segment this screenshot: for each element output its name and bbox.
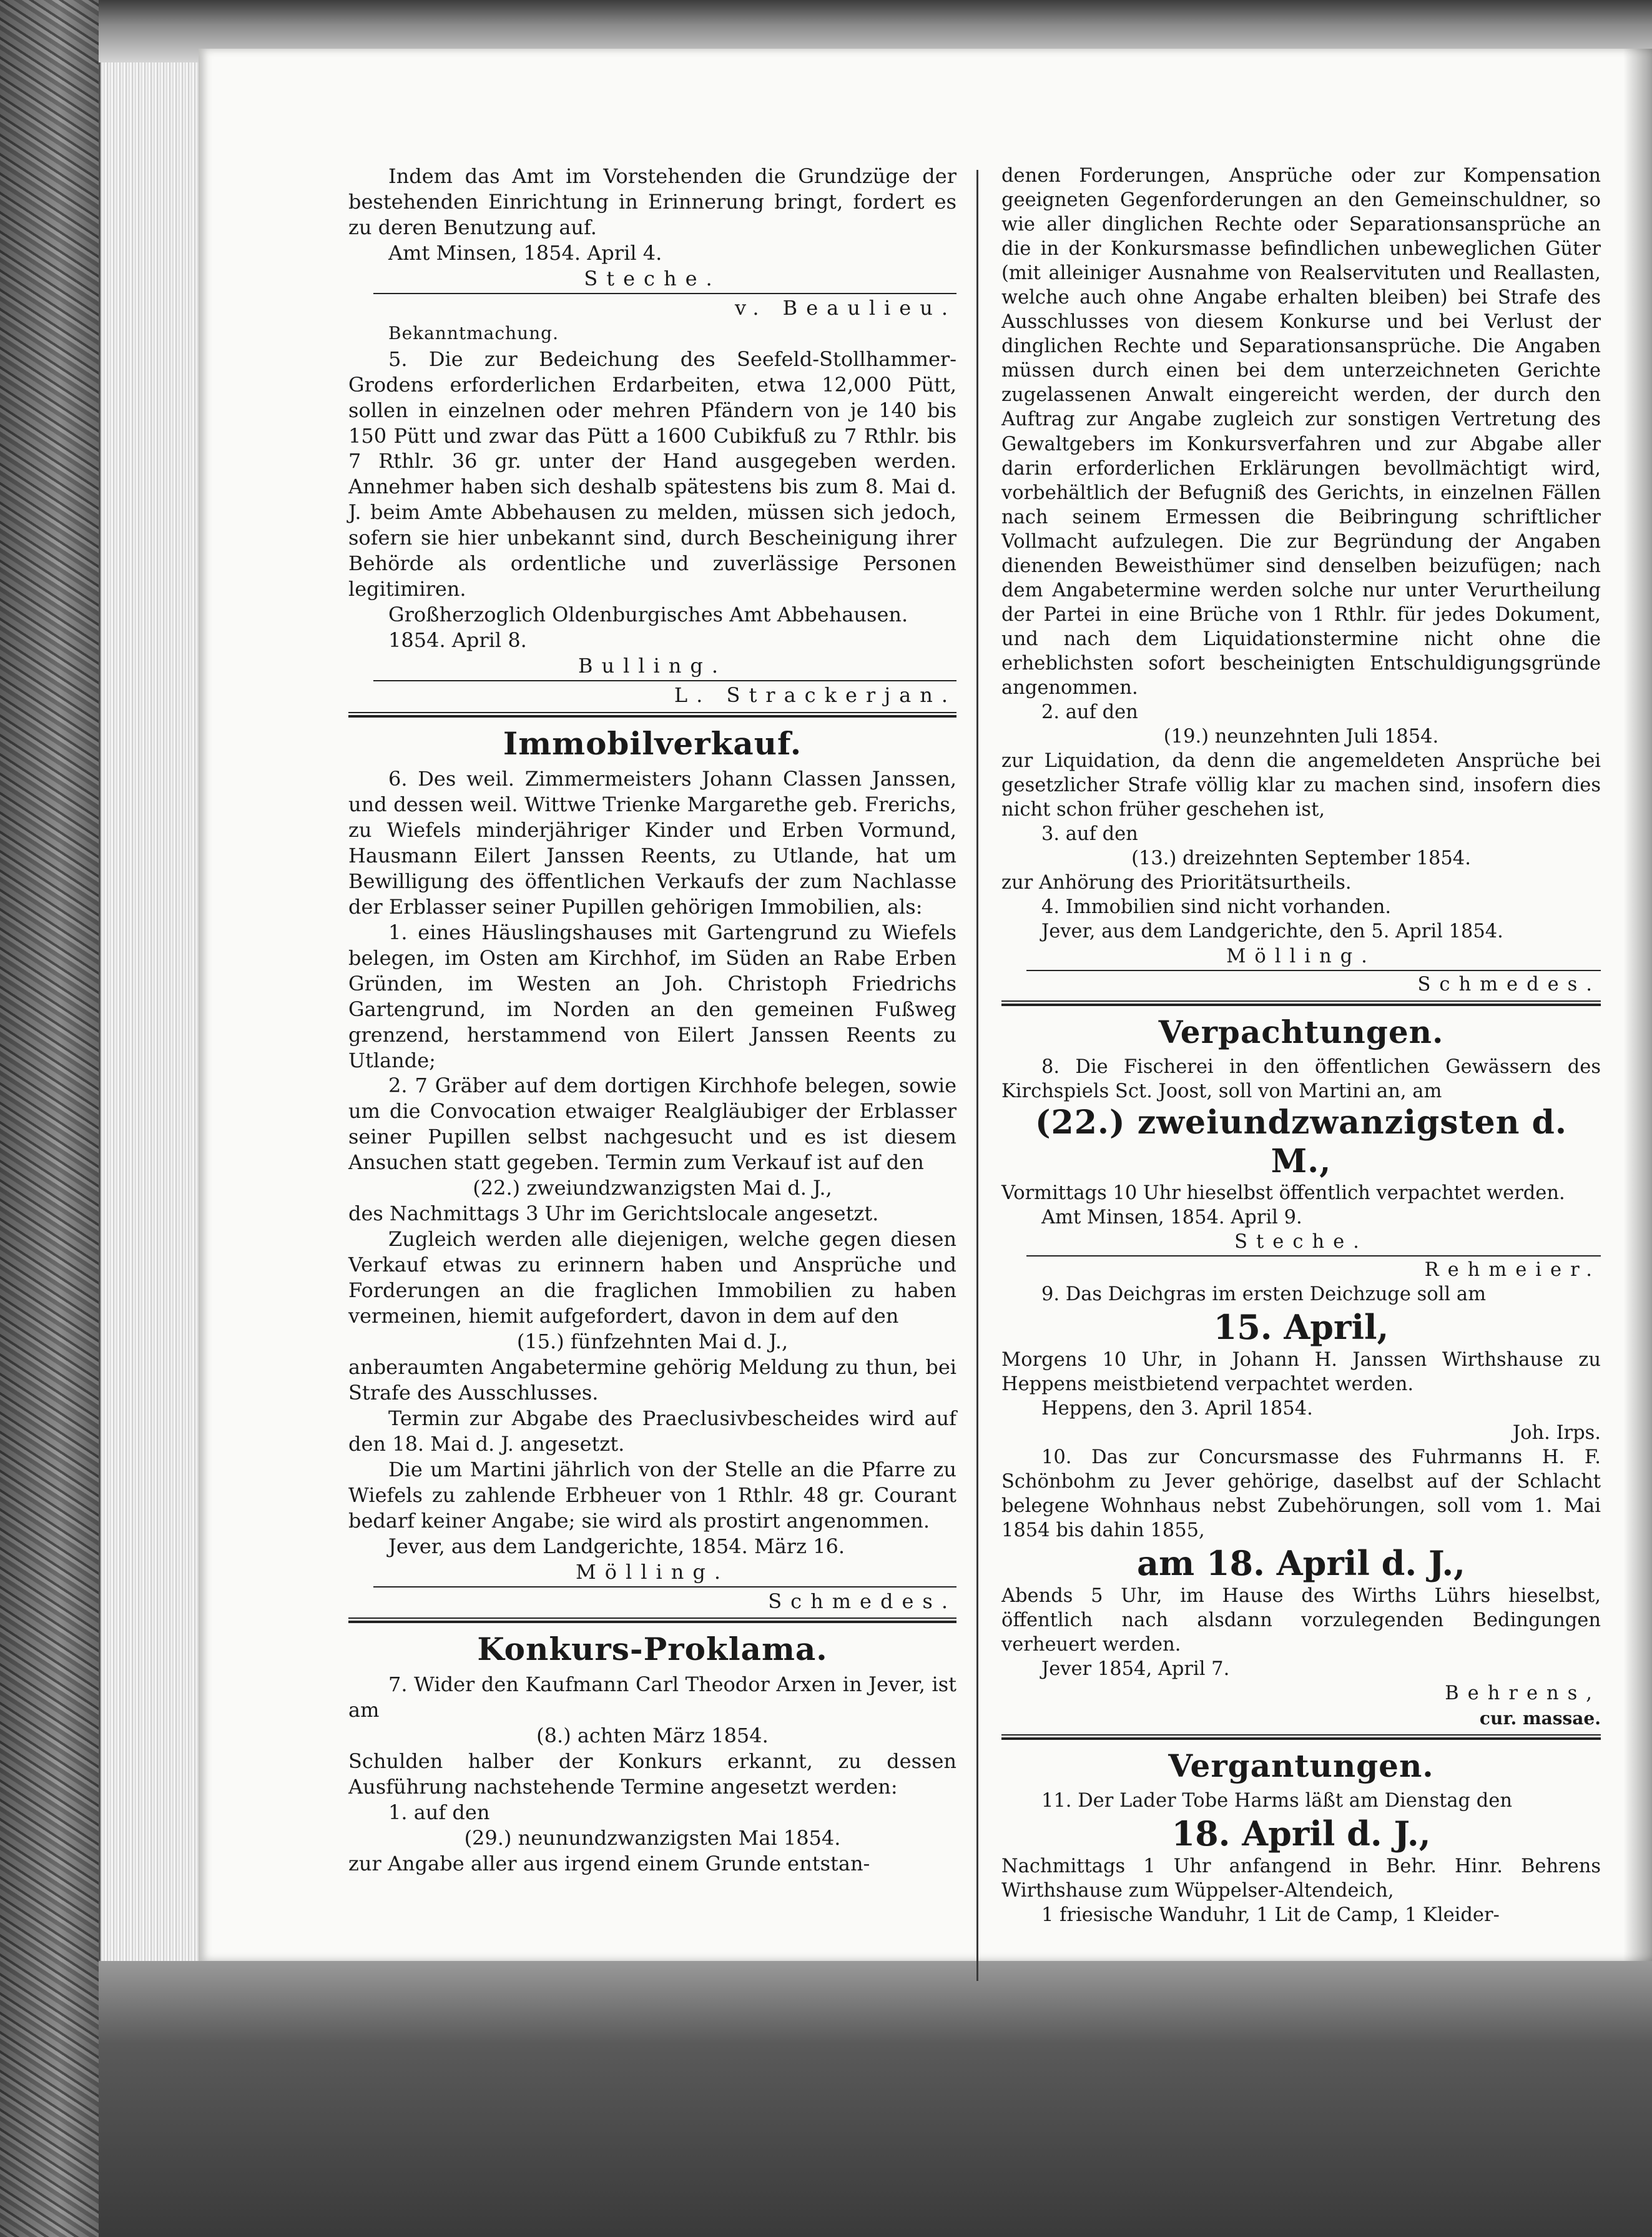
signature: Bulling. — [578, 654, 727, 678]
paragraph: 11. Der Lader Tobe Harms läßt am Dienstag den — [1041, 1789, 1512, 1812]
divider — [1026, 1255, 1601, 1257]
paragraph: Abends 5 Uhr, im Hause des Wirths Lührs hieselbst, öffentlich nach alsdann vorzulegenden Bedingungen verheuert werden. — [1001, 1585, 1601, 1656]
date-line: (8.) achten März 1854. — [536, 1724, 769, 1748]
section-subtitle: Bekanntmachung. — [388, 322, 559, 343]
left-column — [348, 164, 956, 1877]
paragraph: 1854. April 8. — [388, 628, 527, 653]
paragraph: 6. Des weil. Zimmermeisters Johann Classen Janssen, und dessen weil. Wittwe Trienke Margarethe geb. Frerichs, zu Wiefels minderjähriger Kinder und Erben Vormund, Hausmann Eilert Janssen Reents, zu Utlande, hat um Bewilligung des öffentlichen Verkaufs der zum Nachlasse der Erblasser seiner Pupillen gehörigen Immobilien, als: — [348, 767, 956, 919]
paragraph: Schulden halber der Konkurs erkannt, zu dessen Ausführung nachstehende Termine angesetzt werden: — [348, 1749, 956, 1799]
book-edge-shadow — [0, 0, 99, 2237]
section-heading: Immobilverkauf. — [503, 725, 802, 763]
paragraph: Heppens, den 3. April 1854. — [1041, 1398, 1313, 1420]
paragraph: 8. Die Fischerei in den öffentlichen Gewässern des Kirchspiels Sct. Joost, soll von Martini an, am — [1001, 1055, 1601, 1102]
signature: v. Beaulieu. — [735, 295, 956, 320]
page-stack-edge — [99, 62, 200, 1961]
paragraph: Termin zur Abgabe des Praeclusivbescheides wird auf den 18. Mai d. J. angesetzt. — [348, 1406, 956, 1456]
divider — [1026, 970, 1601, 971]
highlighted-date: 15. April, — [1213, 1306, 1389, 1347]
signature: Mölling. — [1226, 945, 1376, 967]
signature: Rehmeier. — [1424, 1258, 1601, 1281]
paragraph: Amt Minsen, 1854. April 4. — [388, 240, 662, 265]
paragraph: Indem das Amt im Vorstehenden die Grundzüge der bestehenden Einrichtung in Erinnerung bringt, fordert es zu deren Benutzung auf. — [348, 164, 956, 239]
paragraph: Jever, aus dem Landgerichte, 1854. März 16. — [388, 1534, 845, 1558]
paragraph: Nachmittags 1 Uhr anfangend in Behr. Hinr. Behrens Wirthshause zum Wüppelser-Altendeich, — [1001, 1855, 1601, 1902]
column-divider — [976, 170, 978, 1981]
section-rule — [1001, 1734, 1601, 1740]
list-item: 3. auf den — [1041, 823, 1138, 846]
section-heading: Verpachtungen. — [1158, 1013, 1444, 1050]
book-bottom-edge — [99, 1961, 1652, 2237]
paragraph: Die um Martini jährlich von der Stelle an die Pfarre zu Wiefels zu zahlende Erbheuer von 1 Rthlr. 48 gr. Courant bedarf keiner Angabe; sie wird als prostirt angenommen. — [348, 1457, 956, 1533]
section-rule — [1001, 1000, 1601, 1006]
highlighted-date: 18. April d. J., — [1171, 1813, 1431, 1854]
date-line: (29.) neunundzwanzigsten Mai 1854. — [464, 1826, 841, 1850]
list-item: 1. eines Häuslingshauses mit Gartengrund zu Wiefels belegen, im Osten am Kirchhof, im Süden an Rabe Erben Gründen, im Westen an Joh. Christoph Friedrichs Gartengrund, im Norden an den gemeinen Fußweg grenzend, herstammend von Eilert Janssen Reents zu Utlande; — [348, 920, 956, 1072]
paragraph: 5. Die zur Bedeichung des Seefeld-Stollhammer-Grodens erforderlichen Erdarbeiten, etwa 12,000 Pütt, sollen in einzelnen oder mehren Pfändern von je 140 bis 150 Pütt und zwar das Pütt a 1600 Cubikfuß zu 7 Rthlr. bis 7 Rthlr. 36 gr. unter der Hand ausgegeben werden. Annehmer haben sich deshalb spätestens bis zum 8. Mai d. J. beim Amte Abbehausen zu melden, müssen sich jedoch, sofern sie hier unbekannt sind, durch Bescheinigung ihrer Behörde als ordentliche und zuverlässige Personen legitimiren. — [348, 347, 956, 601]
signature: Behrens, — [1445, 1682, 1601, 1705]
divider — [373, 1586, 956, 1588]
signature: Steche. — [1234, 1230, 1368, 1253]
date-line: (15.) fünfzehnten Mai d. J., — [516, 1329, 789, 1353]
section-rule — [348, 712, 956, 718]
page-right-shadow — [1623, 49, 1652, 1961]
highlighted-date: am 18. April d. J., — [1137, 1543, 1465, 1584]
date-line: (22.) zweiundzwanzigsten Mai d. J., — [473, 1176, 832, 1200]
paragraph: 7. Wider den Kaufmann Carl Theodor Arxen in Jever, ist am — [348, 1672, 956, 1722]
divider — [373, 680, 956, 681]
paragraph: Morgens 10 Uhr, in Johann H. Janssen Wirthshause zu Heppens meistbietend verpachtet werden. — [1001, 1348, 1601, 1395]
date-line: (13.) dreizehnten September 1854. — [1131, 847, 1471, 870]
signature: Mölling. — [576, 1559, 729, 1584]
list-item: 2. auf den — [1041, 701, 1138, 724]
paragraph: zur Liquidation, da denn die angemeldeten Ansprüche bei gesetzlicher Strafe völlig klar zu machen sind, insofern dies nicht schon früher geschehen ist, — [1001, 750, 1601, 821]
section-heading: Konkurs-Proklama. — [477, 1631, 828, 1668]
signature: Schmedes. — [1417, 973, 1601, 995]
signature: Schmedes. — [768, 1589, 956, 1613]
paragraph: Vormittags 10 Uhr hieselbst öffentlich verpachtet werden. — [1001, 1182, 1565, 1204]
section-rule — [348, 1617, 956, 1623]
paragraph: Jever 1854, April 7. — [1041, 1658, 1230, 1681]
paragraph: Großherzoglich Oldenburgisches Amt Abbehausen. — [388, 603, 908, 627]
signature: L. Strackerjan. — [674, 683, 956, 708]
highlighted-date: (22.) zweiundzwanzigsten d. M., — [1035, 1103, 1568, 1180]
signature: Steche. — [584, 266, 721, 290]
paragraph: 10. Das zur Concursmasse des Fuhrmanns H. F. Schönbohm zu Jever gehörige, daselbst auf der Schlacht belegene Wohnhaus nebst Zubehörungen, soll vom 1. Mai 1854 bis dahin 1855, — [1001, 1446, 1601, 1542]
signature-title: cur. massae. — [1479, 1707, 1601, 1729]
paragraph: zur Anhörung des Prioritätsurtheils. — [1001, 872, 1352, 894]
list-item: 1. auf den — [388, 1800, 490, 1825]
paragraph: denen Forderungen, Ansprüche oder zur Kompensation geeigneten Gegenforderungen an den Gemeinschuldner, so wie aller dinglichen Rechte oder Separationsansprüche an die in der Konkursmasse befindlichen unbeweglichen Güter (mit alleiniger Ausnahme von Realservituten und Reallasten, welche auch ohne Angabe erhalten bleiben) bei Strafe des Ausschlusses von diesem Konkurse und bei Verlust der dinglichen Rechte und Separationsansprüche. Die Angaben müssen durch einen bei dem unterzeichneten Gerichte zugelassenen Anwalt eingereicht werden, der durch den Auftrag zur Angabe zugleich zur sonstigen Vertretung des Gewaltgebers im Konkursverfahren und zur Abgabe aller darin erforderlichen Erklärungen bevollmächtigt wird, vorbehältlich der Befugniß des Gerichts, in einzelnen Fällen nach seinem Ermessen die Beibringung schriftlicher Vollmacht aufzulegen. Die zur Begründung der Angaben dienenden Beweisthümer sind denselben beizufügen; nach dem Angabetermine werden solche nur unter Verurtheilung der Partei in eine Brüche von 1 Rthlr. für jedes Dokument, und nach dem Liquidationstermine nicht ohne die erheblichsten sofort bescheinigten Entschuldigungsgründe angenommen. — [1001, 165, 1601, 699]
right-column — [1001, 164, 1601, 1927]
signature: Joh. Irps. — [1512, 1422, 1601, 1444]
date-line: (19.) neunzehnten Juli 1854. — [1163, 726, 1439, 748]
paragraph: 1 friesische Wanduhr, 1 Lit de Camp, 1 Kleider- — [1041, 1904, 1500, 1926]
paragraph: Amt Minsen, 1854. April 9. — [1041, 1206, 1302, 1228]
paragraph: Zugleich werden alle diejenigen, welche gegen diesen Verkauf etwas zu erinnern haben und Ansprüche und Forderungen an die fraglichen Immobilien zu haben vermeinen, hiemit aufgefordert, davon in dem auf den — [348, 1227, 956, 1328]
paragraph: des Nachmittags 3 Uhr im Gerichtslocale angesetzt. — [348, 1202, 879, 1226]
paragraph: zur Angabe aller aus irgend einem Grunde entstan- — [348, 1852, 870, 1876]
list-item: 4. Immobilien sind nicht vorhanden. — [1041, 896, 1392, 919]
divider — [373, 293, 956, 294]
section-heading: Vergantungen. — [1168, 1747, 1434, 1784]
list-item: 2. 7 Gräber auf dem dortigen Kirchhofe belegen, sowie um die Convocation etwaiger Realgläubiger der Erblasser seiner Pupillen selbst nachgesucht und es ist diesem Ansuchen statt gegeben. Termin zum Verkauf ist auf den — [348, 1074, 956, 1175]
paragraph: anberaumten Angabetermine gehörig Meldung zu thun, bei Strafe des Ausschlusses. — [348, 1355, 956, 1405]
paragraph: 9. Das Deichgras im ersten Deichzuge soll am — [1041, 1283, 1486, 1305]
paragraph: Jever, aus dem Landgerichte, den 5. April 1854. — [1041, 921, 1503, 943]
